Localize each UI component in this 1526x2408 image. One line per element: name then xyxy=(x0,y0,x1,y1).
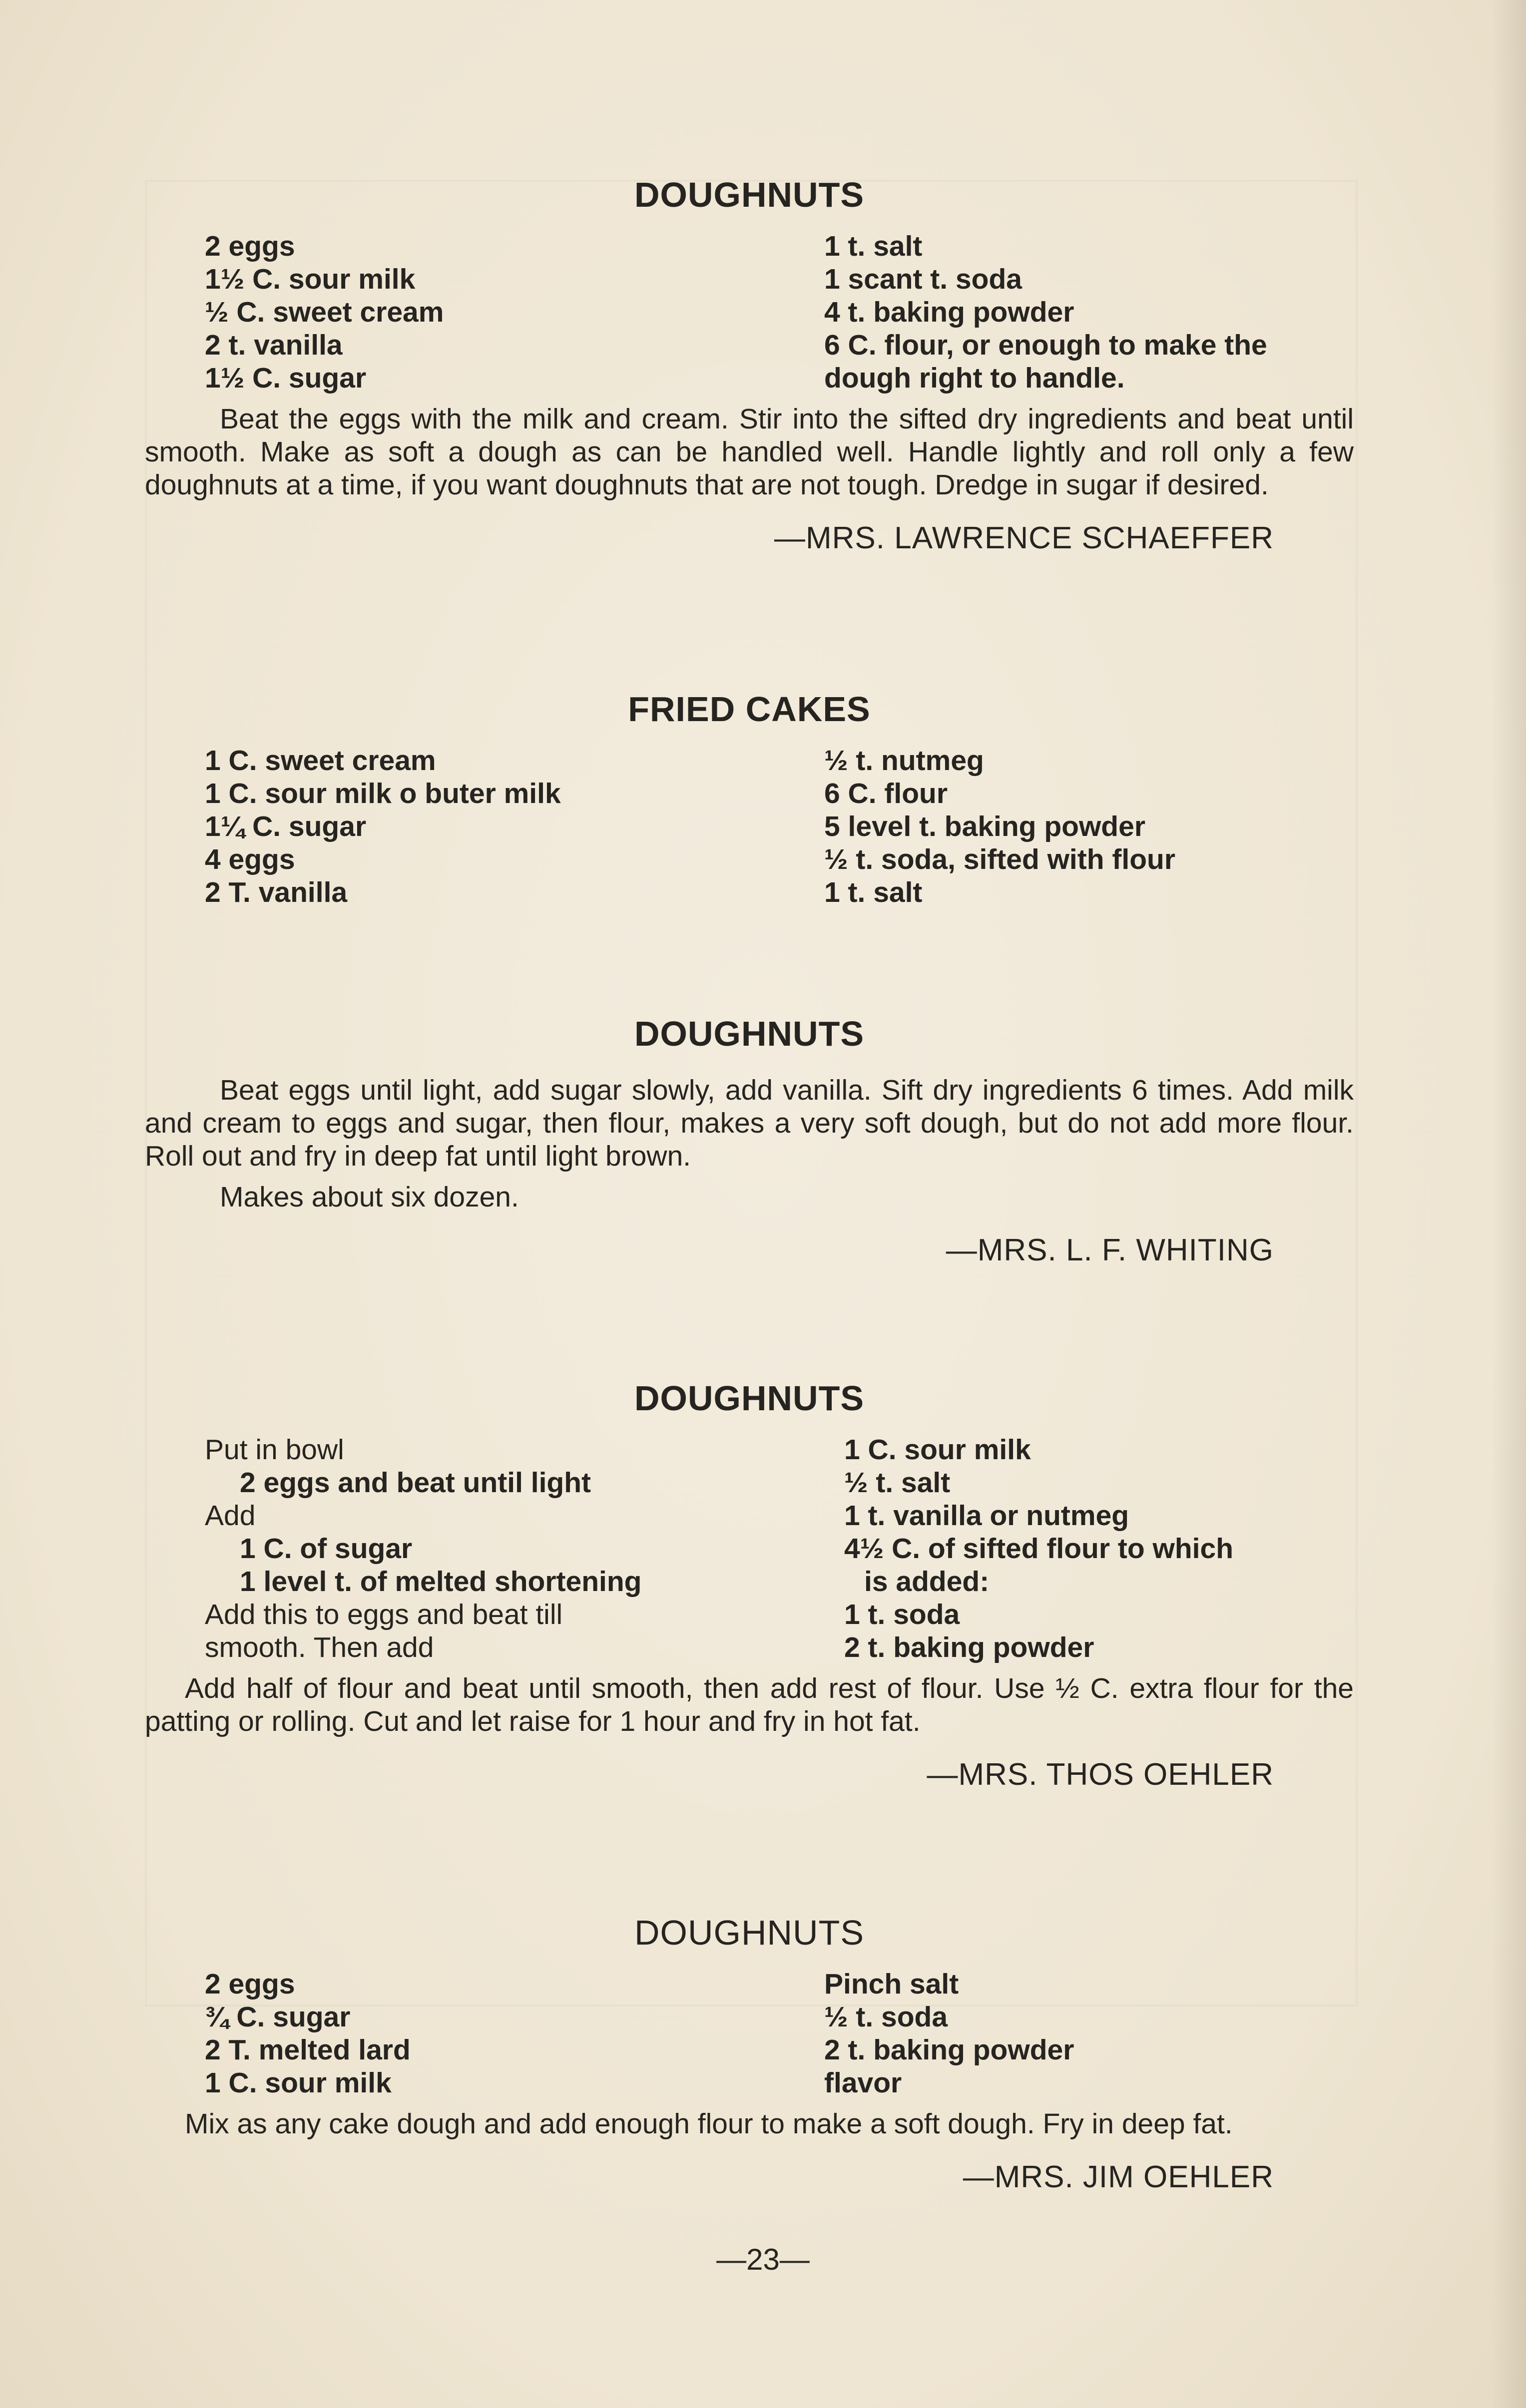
recipe-title: DOUGHNUTS xyxy=(634,175,865,214)
ingredient: 1 C. sour milk xyxy=(844,1434,1031,1466)
ingredient: 2 eggs xyxy=(205,1968,295,2000)
recipe-doughnuts-thos-oehler xyxy=(145,1378,1354,1792)
instructions: Beat eggs until light, add sugar slowly, add vanilla. Sift dry ingredients 6 times. Add milk and cream to eggs and sugar, then flour, makes a very soft dough, but do not add more flour. Roll out and fry in deep fat until light brown. xyxy=(145,1074,1354,1172)
ingredient-columns xyxy=(145,1433,1354,1664)
ingredient: 1 scant t. soda xyxy=(824,263,1022,295)
recipe-title: DOUGHNUTS xyxy=(634,1014,865,1053)
ingredient: 1 C. of sugar xyxy=(240,1533,413,1565)
ingredients-left xyxy=(145,230,784,395)
ingredient: 1 C. sour milk o buter milk xyxy=(205,778,561,809)
ingredient: flavor xyxy=(824,2067,902,2099)
instructions: Add half of flour and beat until smooth, then add rest of flour. Use ½ C. extra flour for the patting or rolling. Cut and let raise for 1 hour and fry in hot fat. xyxy=(145,1672,1354,1737)
ingredient: ½ t. soda, sifted with flour xyxy=(824,843,1176,875)
step-text: smooth. Then add xyxy=(205,1631,434,1663)
ingredient: 2 t. baking powder xyxy=(824,2034,1074,2066)
ingredients-right xyxy=(814,1433,1354,1664)
contributor-signature: —MRS. L. F. WHITING xyxy=(946,1233,1274,1267)
ingredient: 5 level t. baking powder xyxy=(824,810,1146,842)
ingredients-right xyxy=(784,1968,1354,2099)
recipe-title: FRIED CAKES xyxy=(628,690,871,729)
ingredient: is added: xyxy=(864,1566,990,1598)
ingredient: Pinch salt xyxy=(824,1968,959,2000)
ingredients-left xyxy=(145,1968,784,2099)
ingredient-columns xyxy=(145,1968,1354,2099)
ingredient: ½ C. sweet cream xyxy=(205,296,444,328)
step-text: Add xyxy=(205,1500,256,1532)
step-text: Put in bowl xyxy=(205,1434,344,1466)
ingredient: 2 eggs xyxy=(205,230,295,262)
ingredient: 1¼ C. sugar xyxy=(205,810,367,842)
ingredient: 2 t. baking powder xyxy=(844,1631,1094,1663)
ingredient: 6 C. flour, or enough to make the xyxy=(824,329,1267,361)
recipe-title: DOUGHNUTS xyxy=(634,1379,865,1418)
ingredient: 4 t. baking powder xyxy=(824,296,1074,328)
ingredient: 1½ C. sour milk xyxy=(205,263,416,295)
ingredients-right xyxy=(784,230,1354,395)
ingredient: 2 t. vanilla xyxy=(205,329,343,361)
contributor-signature: —MRS. THOS OEHLER xyxy=(927,1757,1274,1792)
recipe-title: DOUGHNUTS xyxy=(634,1913,865,1952)
page-edge-shadow xyxy=(1491,0,1526,2408)
ingredient: ½ t. soda xyxy=(824,2001,948,2033)
ingredient: ½ t. nutmeg xyxy=(824,745,984,777)
ingredients-right xyxy=(784,744,1354,909)
recipe-doughnuts-schaeffer xyxy=(145,175,1354,556)
ingredient: 2 eggs and beat until light xyxy=(240,1467,591,1499)
ingredient: 1 level t. of melted shortening xyxy=(240,1566,642,1598)
recipe-doughnuts-whiting xyxy=(145,1014,1354,1268)
page-number: —23— xyxy=(716,2243,810,2276)
ingredient: dough right to handle. xyxy=(824,362,1125,394)
ingredient: 1 t. salt xyxy=(824,230,923,262)
ingredient: 6 C. flour xyxy=(824,778,948,809)
ingredient: 4 eggs xyxy=(205,843,295,875)
ingredient: 4½ C. of sifted flour to which xyxy=(844,1533,1234,1565)
recipe-fried-cakes xyxy=(145,689,1354,909)
step-text: Add this to eggs and beat till xyxy=(205,1599,563,1630)
ingredient: 2 T. vanilla xyxy=(205,876,348,908)
ingredient: 2 T. melted lard xyxy=(205,2034,411,2066)
ingredient: 1 t. soda xyxy=(844,1599,960,1630)
ingredient: 1 t. vanilla or nutmeg xyxy=(844,1500,1129,1532)
instructions: Beat the eggs with the milk and cream. Stir into the sifted dry ingredients and beat until smooth. Make as soft a dough as can be handled well. Handle lightly and roll only a few doughnuts at a time, if you want doughnuts that are not tough. Dredge in sugar if desired. xyxy=(145,403,1354,501)
ingredient: 1 C. sour milk xyxy=(205,2067,392,2099)
ingredient: 1½ C. sugar xyxy=(205,362,367,394)
ingredients-left xyxy=(145,1433,814,1664)
yield-note: Makes about six dozen. xyxy=(220,1181,519,1213)
ingredients-left xyxy=(145,744,784,909)
ingredient: 1 C. sweet cream xyxy=(205,745,436,777)
contributor-signature: —MRS. LAWRENCE SCHAEFFER xyxy=(774,521,1274,555)
ingredient-columns xyxy=(145,230,1354,395)
recipe-doughnuts-jim-oehler xyxy=(145,1913,1354,2195)
ingredient: ½ t. salt xyxy=(844,1467,951,1499)
ingredient: ¾ C. sugar xyxy=(205,2001,351,2033)
contributor-signature: —MRS. JIM OEHLER xyxy=(963,2160,1274,2194)
instructions: Mix as any cake dough and add enough flour to make a soft dough. Fry in deep fat. xyxy=(185,2108,1233,2140)
ingredient: 1 t. salt xyxy=(824,876,923,908)
ingredient-columns xyxy=(145,744,1354,909)
